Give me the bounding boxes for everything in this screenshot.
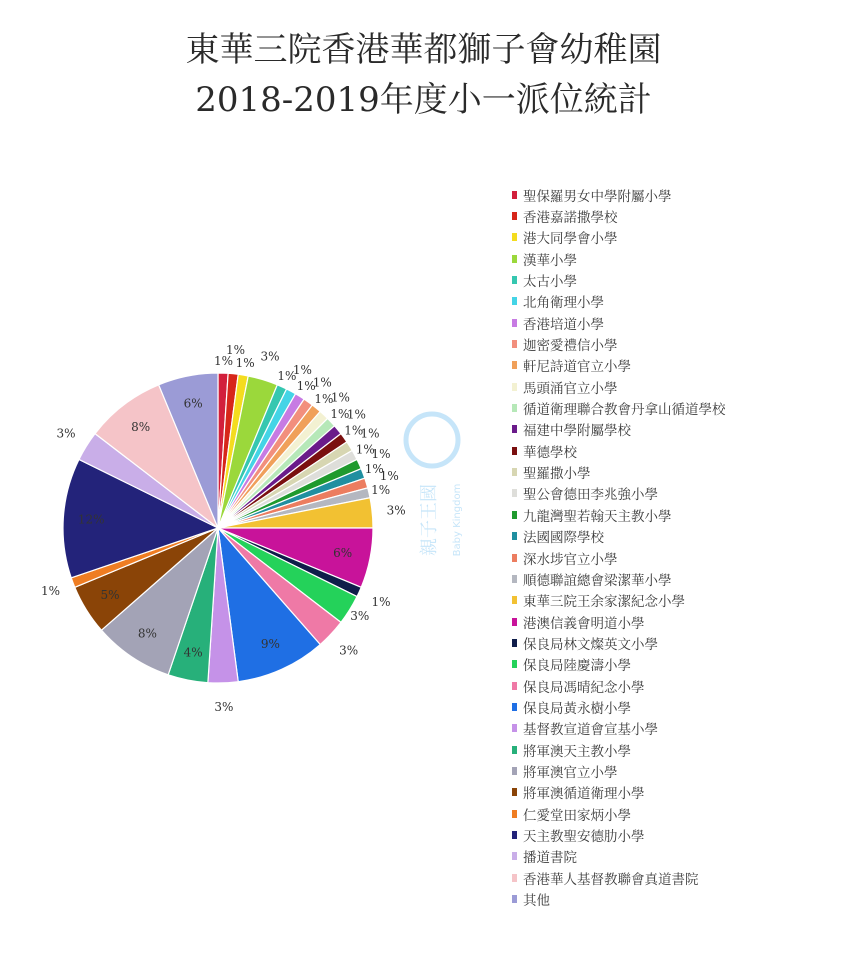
- legend-label: 聖保羅男女中學附屬小學: [523, 188, 672, 205]
- legend-item: [512, 696, 842, 717]
- legend-item: [512, 504, 842, 525]
- legend-swatch: [512, 511, 517, 519]
- legend-label: 法國國際學校: [523, 530, 604, 547]
- slice-data-label: 3%: [386, 503, 406, 518]
- legend-label: 福建中學附屬學校: [523, 423, 631, 440]
- legend-swatch: [512, 447, 517, 455]
- legend-item: [512, 397, 842, 418]
- legend-swatch: [512, 361, 517, 369]
- slice-data-label: 6%: [333, 545, 353, 560]
- legend-label: 將軍澳官立小學: [523, 764, 618, 781]
- legend-swatch: [512, 596, 517, 604]
- slice-data-label: 1%: [344, 423, 364, 438]
- legend-label: 軒尼詩道官立小學: [523, 359, 631, 376]
- legend-swatch: [512, 639, 517, 647]
- legend-swatch: [512, 703, 517, 711]
- legend-label: 基督教宣道會宣基小學: [523, 722, 658, 739]
- legend-item: [512, 846, 842, 867]
- slice-data-label: 1%: [371, 483, 391, 498]
- chart-title-line1: 東華三院香港華都獅子會幼稚園: [185, 30, 662, 70]
- legend-item: [512, 440, 842, 461]
- slice-data-label: 1%: [235, 356, 255, 371]
- slice-data-label: 3%: [339, 643, 359, 658]
- legend-swatch: [512, 554, 517, 562]
- legend-label: 保良局陸慶濤小學: [523, 658, 631, 675]
- legend-label: 保良局林文燦英文小學: [523, 636, 658, 653]
- legend-item: [512, 205, 842, 226]
- slice-data-label: 1%: [371, 447, 391, 462]
- legend-swatch: [512, 191, 517, 199]
- legend-label: 北角衛理小學: [523, 295, 604, 312]
- legend-item: [512, 568, 842, 589]
- slice-data-label: 12%: [77, 512, 105, 527]
- legend-swatch: [512, 575, 517, 583]
- legend-item: [512, 718, 842, 739]
- slice-data-label: 5%: [100, 588, 120, 603]
- legend-swatch: [512, 255, 517, 263]
- slice-data-label: 9%: [260, 636, 280, 651]
- slice-data-label: 1%: [360, 426, 380, 441]
- legend-item: [512, 760, 842, 781]
- legend-label: 港澳信義會明道小學: [523, 615, 645, 632]
- legend-swatch: [512, 276, 517, 284]
- slice-data-label: 1%: [371, 594, 391, 609]
- legend-swatch: [512, 618, 517, 626]
- slice-data-label: 1%: [330, 406, 350, 421]
- legend-swatch: [512, 682, 517, 690]
- legend-swatch: [512, 788, 517, 796]
- slice-data-label: 4%: [183, 645, 203, 660]
- legend-label: 九龍灣聖若翰天主教小學: [523, 508, 672, 525]
- slice-data-label: 1%: [312, 375, 332, 390]
- slice-data-label: 8%: [131, 420, 151, 435]
- legend-item: [512, 803, 842, 824]
- legend-swatch: [512, 724, 517, 732]
- legend-swatch: [512, 297, 517, 305]
- legend-item: [512, 355, 842, 376]
- legend-label: 漢華小學: [523, 252, 577, 269]
- legend-label: 聖羅撒小學: [523, 466, 591, 483]
- watermark-text-en: Baby Kingdom: [452, 483, 463, 557]
- legend-item: [512, 376, 842, 397]
- slice-data-label: 3%: [214, 699, 234, 714]
- legend-swatch: [512, 852, 517, 860]
- legend-item: [512, 611, 842, 632]
- slice-data-label: 1%: [314, 391, 334, 406]
- legend-swatch: [512, 212, 517, 220]
- legend-swatch: [512, 319, 517, 327]
- legend-item: [512, 590, 842, 611]
- slice-data-label: 1%: [213, 354, 233, 369]
- legend-swatch: [512, 340, 517, 348]
- chart-legend: [512, 184, 842, 910]
- legend-label: 東華三院王余家潔紀念小學: [523, 594, 685, 611]
- legend-item: [512, 547, 842, 568]
- legend-item: [512, 461, 842, 482]
- legend-label: 香港培道小學: [523, 316, 604, 333]
- legend-label: 順德聯誼總會梁潔華小學: [523, 572, 672, 589]
- legend-label: 仁愛堂田家炳小學: [523, 807, 631, 824]
- legend-item: [512, 248, 842, 269]
- legend-swatch: [512, 404, 517, 412]
- legend-item: [512, 184, 842, 205]
- legend-item: [512, 739, 842, 760]
- legend-label: 將軍澳循道衛理小學: [523, 786, 645, 803]
- legend-label: 迦密愛禮信小學: [523, 338, 618, 355]
- slice-data-label: 1%: [364, 462, 384, 477]
- watermark-text-cn: 親子王國: [419, 484, 440, 556]
- legend-swatch: [512, 746, 517, 754]
- legend-item: [512, 333, 842, 354]
- slice-data-label: 3%: [350, 609, 370, 624]
- legend-label: 循道衛理聯合教會丹拿山循道學校: [523, 402, 726, 419]
- legend-label: 播道書院: [523, 850, 577, 867]
- legend-item: [512, 654, 842, 675]
- legend-item: [512, 888, 842, 909]
- legend-label: 深水埗官立小學: [523, 551, 618, 568]
- pie-chart: [0, 300, 500, 720]
- slice-data-label: 1%: [277, 368, 297, 383]
- slice-data-label: 1%: [346, 407, 366, 422]
- legend-swatch: [512, 532, 517, 540]
- legend-item: [512, 824, 842, 845]
- legend-label: 馬頭涌官立小學: [523, 380, 618, 397]
- legend-label: 港大同學會小學: [523, 231, 618, 248]
- legend-item: [512, 419, 842, 440]
- legend-swatch: [512, 874, 517, 882]
- legend-item: [512, 269, 842, 290]
- legend-item: [512, 483, 842, 504]
- legend-swatch: [512, 233, 517, 241]
- slice-data-label: 6%: [183, 396, 203, 411]
- slice-data-label: 3%: [56, 426, 76, 441]
- slice-data-label: 8%: [137, 626, 157, 641]
- legend-item: [512, 632, 842, 653]
- legend-item: [512, 227, 842, 248]
- slice-data-label: 1%: [296, 379, 316, 394]
- legend-item: [512, 526, 842, 547]
- legend-swatch: [512, 468, 517, 476]
- legend-label: 保良局黃永樹小學: [523, 700, 631, 717]
- legend-item: [512, 291, 842, 312]
- slice-data-label: 1%: [355, 442, 375, 457]
- legend-item: [512, 675, 842, 696]
- legend-swatch: [512, 425, 517, 433]
- legend-label: 保良局馮晴紀念小學: [523, 679, 645, 696]
- slice-data-label: 1%: [330, 390, 350, 405]
- legend-item: [512, 867, 842, 888]
- legend-label: 將軍澳天主教小學: [523, 743, 631, 760]
- legend-label: 其他: [523, 893, 550, 910]
- legend-swatch: [512, 895, 517, 903]
- legend-swatch: [512, 810, 517, 818]
- legend-swatch: [512, 831, 517, 839]
- legend-swatch: [512, 767, 517, 775]
- slice-data-label: 1%: [40, 584, 60, 599]
- slice-data-label: 3%: [260, 349, 280, 364]
- legend-label: 天主教聖安德肋小學: [523, 828, 645, 845]
- legend-label: 太古小學: [523, 274, 577, 291]
- legend-item: [512, 782, 842, 803]
- legend-label: 華德學校: [523, 444, 577, 461]
- slice-data-label: 1%: [292, 363, 312, 378]
- legend-swatch: [512, 489, 517, 497]
- chart-title-line2: 2018-2019年度小一派位統計: [195, 80, 652, 120]
- legend-swatch: [512, 383, 517, 391]
- legend-swatch: [512, 660, 517, 668]
- legend-label: 聖公會德田李兆強小學: [523, 487, 658, 504]
- slice-data-label: 1%: [379, 469, 399, 484]
- legend-label: 香港嘉諾撒學校: [523, 210, 618, 227]
- legend-label: 香港華人基督教聯會真道書院: [523, 871, 699, 888]
- slice-data-label: 1%: [226, 342, 246, 357]
- legend-item: [512, 312, 842, 333]
